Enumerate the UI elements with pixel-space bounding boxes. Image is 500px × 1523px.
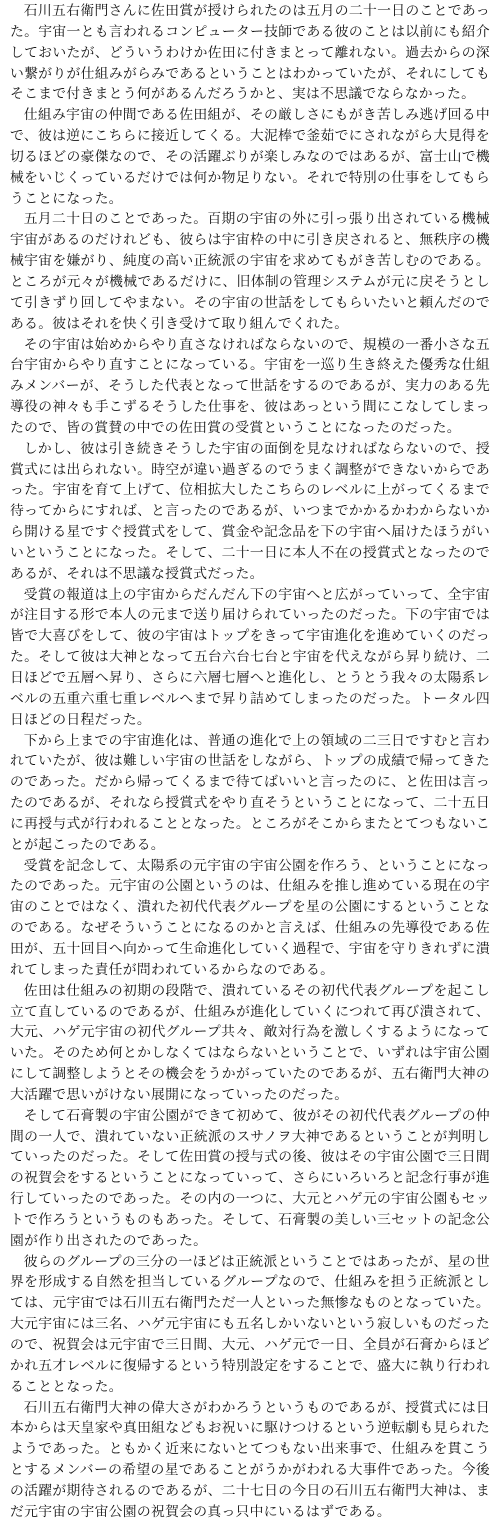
paragraph-1: 石川五右衛門さんに佐田賞が授けられたのは五月の二十一日のことであった。宇宙一とも言われるコンピューター技師である彼のことは以前にも紹介しておいたが、どういうわけか佐田に付きまとって離れない。過去からの深い繋がりが仕組みがらみであるということはわかっていたが、それにしてもそこまで付きまとう何があるんだろうかと、実は不思議でならなかった。 (10, 3, 490, 103)
paragraph-11: 彼らのグループの三分の一ほどは正統派ということではあったが、星の世界を形成する自然を担当しているグループなので、仕組みを担う正統派としては、元宇宙では石川五右衛門ただ一人といった無惨なものとなっていた。大元宇宙には三名、ハゲ元宇宙にも五名しかいないという寂しいものだったので、祝賀会は元宇宙で三日間、大元、ハゲ元で一日、全員が石膏からほどかれ五才レベルに復帰するという特別設定をすることで、盛大に執り行われることとなった。 (10, 1253, 490, 1395)
paragraph-7: 下から上までの宇宙進化は、普通の進化で上の領域の二三日ですむと言われていたが、彼は難しい宇宙の世話をしながら、トップの成績で帰ってきたのであった。だから帰ってくるまで待てばいいと言ったのに、と佐田は言ったのであるが、それなら授賞式をやり直そうということになって、二十五日に再授与式が行われることとなった。ところがそこからまたとてつもないことが起こったのである。 (10, 732, 490, 853)
paragraph-6: 受賞の報道は上の宇宙からだんだん下の宇宙へと広がっていって、全宇宙が注目する形で本人の元まで送り届けられていったのだった。下の宇宙では皆で大喜びをして、彼の宇宙はトップをきって宇宙進化を進めていくのだった。そして彼は大神となって五台六台七台と宇宙を代えながら昇り続け、二日ほどで五層へ昇り、さらに六層七層へと進化し、とうとう我々の太陽系レベルの五重六重七重レベルへまで昇り詰めてしまったのだった。トータル四日ほどの日程だった。 (10, 586, 490, 728)
paragraph-12: 石川五右衛門大神の偉大さがわかろうというものであるが、授賞式には日本からは天皇家や真田組などもお祝いに駆けつけるという逆転劇も見られたようであった。ともかく近来にないとてつもない出来事で、仕組みを貫こうとするメンバーの希望の星であることがうかがわれる大事件であった。今後の活躍が期待されるのであるが、二十七日の今日の石川五右衛門大神は、まだ元宇宙の宇宙公園の祝賀会の真っ只中にいるはずである。 (10, 1399, 490, 1520)
paragraph-5: しかし、彼は引き続きそうした宇宙の面倒を見なければならないので、授賞式には出られない。時空が違い過ぎるのでうまく調整ができないからであった。宇宙を育て上げて、位相拡大したこちらのレベルに上がってくるまで待ってからにすれば、と言ったのであるが、いつまでかかるかわからないから開ける星ですぐ授賞式をして、賞金や記念品を下の宇宙へ届けたほうがいいということになった。そして、二十一日に本人不在の授賞式となったのであるが、それは不思議な授賞式だった。 (10, 440, 490, 582)
paragraph-2: 仕組み宇宙の仲間である佐田組が、その厳しさにもがき苦しみ逃げ回る中で、彼は逆にこちらに接近してくる。大泥棒で釜茹でにされながら大見得を切るほどの豪傑なので、その活躍ぶりが楽しみなのではあるが、富士山で機械をいじくっているだけでは何か物足りない。それで特別の仕事をしてもらうことになった。 (10, 107, 490, 207)
paragraph-3: 五月二十日のことであった。百期の宇宙の外に引っ張り出されている機械宇宙があるのだけれども、彼らは宇宙枠の中に引き戻されると、無秩序の機械宇宙を嫌がり、純度の高い正統派の宇宙を求めてもがき苦しむのである。ところが元々が機械であるだけに、旧体制の管理システムが元に戻そうとして引きずり回してやまない。その宇宙の世話をしてもらいたいと頼んだのである。彼はそれを快く引き受けて取り組んでくれた。 (10, 211, 490, 332)
paragraph-8: 受賞を記念して、太陽系の元宇宙の宇宙公園を作ろう、ということになったのであった。元宇宙の公園というのは、仕組みを推し進めている現在の宇宙のことではなく、潰れた初代代表グループを星の公園にするということなのである。なぜそういうことになるのかと言えば、仕組みの先導役である佐田が、五十回目へ向かって生命進化していく過程で、宇宙を守りきれずに潰れてしまった責任が問われているからなのである。 (10, 857, 490, 978)
paragraph-10: そして石膏製の宇宙公園ができて初めて、彼がその初代代表グループの仲間の一人で、潰れていない正統派のスサノヲ大神であるということが判明していったのだった。そして佐田賞の授与式の後、彼はその宇宙公園で三日間の祝賀会をするということになっていって、さらにいろいろと記念行事が進行していったのであった。その内の一つに、大元とハゲ元の宇宙公園もセットで作ろうというものもあった。そして、石膏製の美しい三セットの記念公園が作り出されたのであった。 (10, 1107, 490, 1249)
paragraph-4: その宇宙は始めからやり直さなければならないので、規模の一番小さな五台宇宙からやり直すことになっている。宇宙を一巡り生き終えた優秀な仕組みメンバーが、そうした代表となって世話をするのであるが、実力のある先導役の神々も手こずるそうした仕事を、彼はあっという間にこなしてしまったので、皆の賞賛の中での佐田賞の受賞ということになったのだった。 (10, 336, 490, 436)
paragraph-9: 佐田は仕組みの初期の段階で、潰れているその初代代表グループを起こし立て直しているのであるが、仕組みが進化していくにつれて再び潰されて、大元、ハゲ元宇宙の初代グループ共々、敵対行為を激しくするようになっていた。そのため何とかしなくてはならないということで、いずれは宇宙公園にして調整しようとその機会をうかがっていたのであるが、五右衛門大神の大活躍で思いがけない展開になっていったのだった。 (10, 982, 490, 1103)
